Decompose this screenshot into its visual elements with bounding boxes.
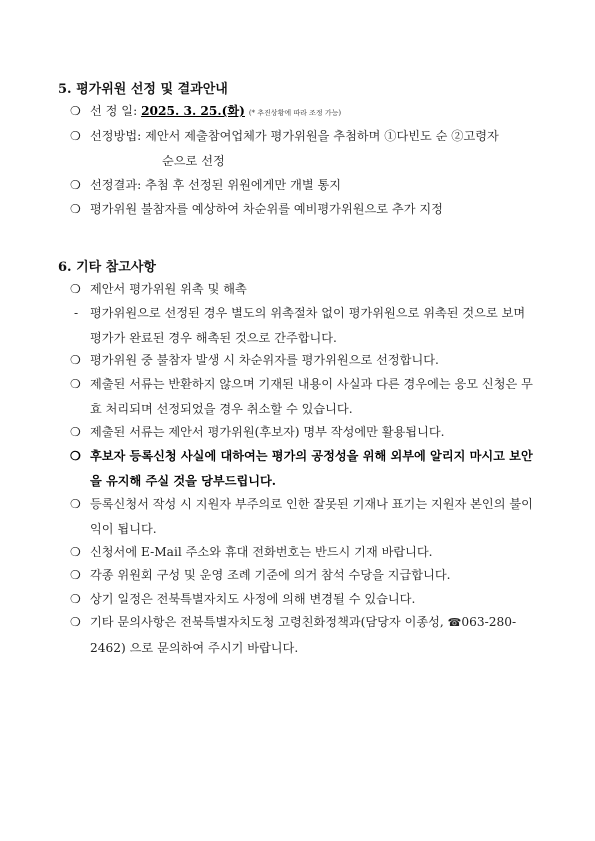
circle-bullet-icon: ❍ [70, 497, 81, 511]
contact-text: 기타 문의사항은 전북특별자치도청 고령친화정책과(담당자 이종성, [90, 615, 444, 629]
reserve-members-text: 평가위원 불참자를 예상하여 차순위를 예비평가위원으로 추가 지정 [90, 202, 443, 216]
contact-phone: 063-280-2462) [90, 615, 517, 655]
list-item-reserve-members [70, 197, 540, 222]
selection-result-text: 선정결과: 추첨 후 선정된 위원에게만 개별 통지 [90, 178, 342, 192]
circle-bullet-icon: ❍ [70, 425, 81, 439]
circle-bullet-icon: ❍ [70, 449, 81, 463]
item-text: 상기 일정은 전북특별자치도 사정에 의해 변경될 수 있습니다. [90, 592, 416, 606]
phone-icon: ☎ [447, 616, 462, 629]
contact-text-cont: 으로 문의하여 주시기 바랍니다. [129, 640, 299, 655]
circle-bullet-icon: ❍ [70, 282, 81, 296]
selection-method-text-cont: 순으로 선정 [162, 153, 225, 168]
selection-method-label: 선정방법: [90, 129, 142, 143]
list-item [70, 563, 540, 588]
item-text: 평가위원으로 선정된 경우 별도의 위촉절차 없이 평가위원으로 위촉된 것으로 보며 평가가 완료된 경우 해촉된 것으로 간주합니다. [90, 306, 526, 345]
list-item [70, 420, 540, 445]
circle-bullet-icon: ❍ [70, 568, 81, 582]
circle-bullet-icon: ❍ [70, 353, 81, 367]
circle-bullet-icon: ❍ [70, 592, 81, 606]
section-5-title: 5. 평가위원 선정 및 결과안내 [58, 82, 228, 97]
list-item [70, 492, 540, 541]
circle-bullet-icon: ❍ [70, 377, 81, 391]
list-item [70, 587, 540, 612]
circle-bullet-icon: ❍ [70, 129, 81, 143]
list-item-contact [70, 610, 540, 660]
selection-method-text: 제안서 제출참여업체가 평가위원을 추첨하며 ①다빈도 순 ②고령자 [145, 129, 499, 143]
item-text: 제출된 서류는 반환하지 않으며 기재된 내용이 사실과 다른 경우에는 응모 신청은 무효 처리되며 선정되었을 경우 취소할 수 있습니다. [90, 377, 533, 416]
list-item [70, 348, 540, 373]
item-text: 등록신청서 작성 시 지원자 부주의로 인한 잘못된 기재나 표기는 지원자 본인의 불이익이 됩니다. [90, 497, 533, 536]
selection-date-note: (* 추진상황에 따라 조정 가능) [248, 109, 342, 117]
item-text: 후보자 등록신청 사실에 대하여는 평가의 공정성을 위해 외부에 알리지 마시고 보안을 유지해 주실 것을 당부드립니다. [90, 449, 533, 488]
list-item-selection-result [70, 173, 540, 198]
item-text: 신청서에 E-Mail 주소와 휴대 전화번호는 반드시 기재 바랍니다. [90, 545, 433, 559]
circle-bullet-icon: ❍ [70, 178, 81, 192]
item-text: 제안서 평가위원 위촉 및 해촉 [90, 282, 247, 296]
circle-bullet-icon: ❍ [70, 202, 81, 216]
list-item [70, 277, 540, 302]
item-text: 평가위원 중 불참자 발생 시 차순위자를 평가위원으로 선정합니다. [90, 353, 439, 367]
list-item [70, 372, 540, 421]
circle-bullet-icon: ❍ [70, 104, 81, 118]
dash-bullet: - [74, 306, 79, 320]
item-text: 제출된 서류는 제안서 평가위원(후보자) 명부 작성에만 활용됩니다. [90, 425, 445, 439]
circle-bullet-icon: ❍ [70, 615, 81, 629]
list-item [74, 301, 540, 350]
selection-date-label: 선 정 일: [90, 104, 138, 118]
list-item-selection-date [70, 99, 540, 126]
list-item-security-notice [70, 444, 540, 493]
list-item [70, 540, 540, 565]
section-6-title: 6. 기타 참고사항 [58, 260, 156, 275]
circle-bullet-icon: ❍ [70, 545, 81, 559]
selection-date-value: 2025. 3. 25.(화) [141, 104, 245, 118]
list-item-selection-method [70, 124, 540, 173]
item-text: 각종 위원회 구성 및 운영 조례 기준에 의거 참석 수당을 지급합니다. [90, 568, 451, 582]
